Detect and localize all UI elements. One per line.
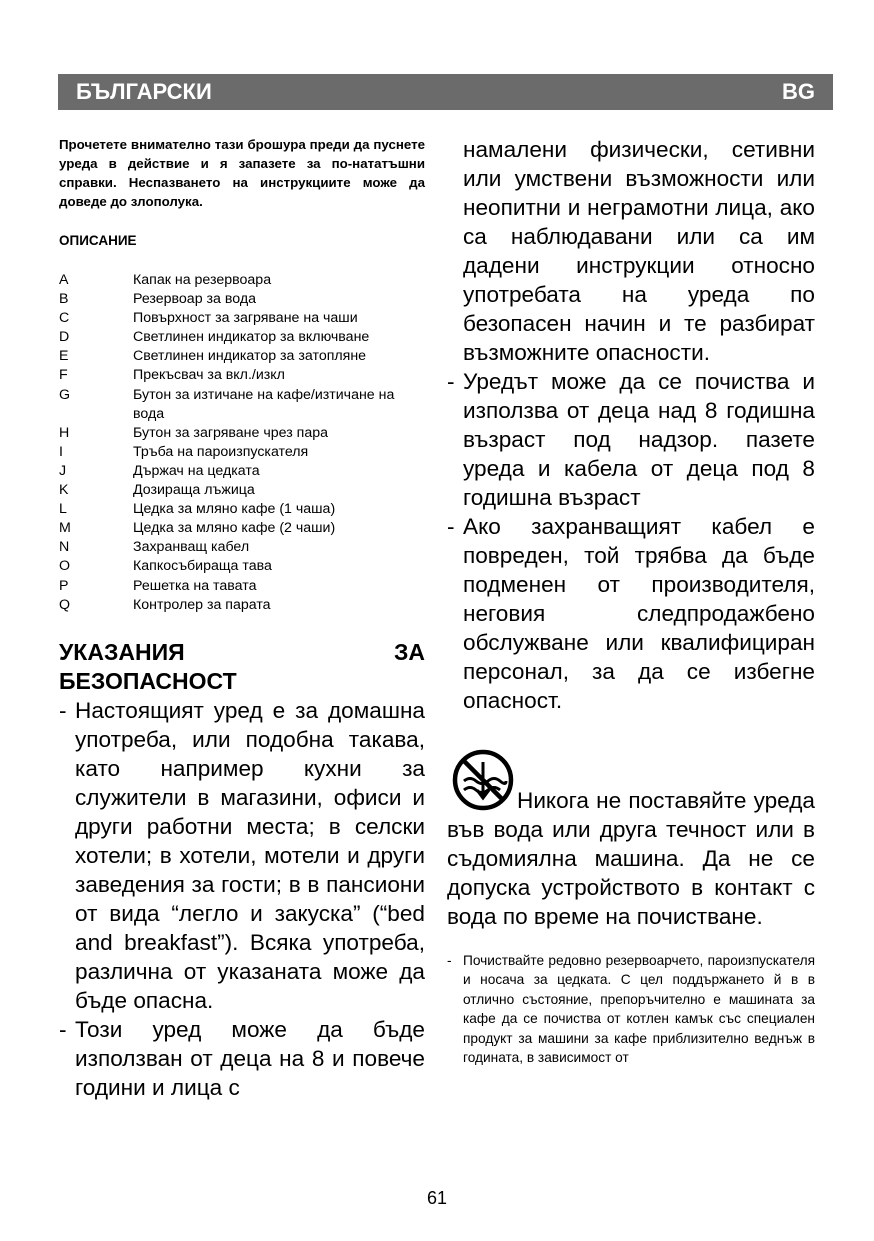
part-label: Тръба на пароизпускателя — [133, 443, 309, 460]
part-item — [59, 557, 425, 576]
part-item — [59, 519, 425, 538]
bullet-dash: - — [59, 697, 67, 723]
part-letter: J — [59, 462, 67, 479]
part-label: Цедка за мляно кафе (1 чаша) — [133, 501, 336, 518]
continuation-text: намалени физически, сетивни или умствени възможности или неопитни и неграмотни лица, ако са наблюдавани или са им дадени инструкции относно употребата на уреда по безопасен начин и те разбират възможните опасности. — [463, 137, 815, 365]
bullet-dash: - — [447, 953, 452, 968]
part-letter: C — [59, 310, 70, 327]
part-label: Захранващ кабел — [133, 539, 250, 556]
part-letter: P — [59, 577, 69, 594]
safety-bullet — [447, 367, 815, 512]
part-label: Бутон за изтичане на кафе/изтичане на вода — [133, 386, 395, 422]
part-letter: D — [59, 329, 70, 346]
part-item — [59, 538, 425, 557]
part-item — [59, 386, 425, 424]
part-letter: E — [59, 348, 69, 365]
part-letter: B — [59, 291, 69, 308]
part-label: Светлинен индикатор за затопляне — [133, 348, 367, 365]
warning-block — [447, 748, 815, 931]
part-label: Решетка на тавата — [133, 577, 257, 594]
part-letter: G — [59, 386, 71, 403]
safety-title-word2: ЗА — [393, 638, 425, 665]
safety-title-word3: БЕЗОПАСНОСТ — [59, 667, 237, 694]
safety-bullet-text: Ако захранващият кабел е повреден, той трябва да бъде подменен от производителя, неговия следпродажбено обслужване или квалифициран персонал, за да се избегне опасност. — [463, 514, 815, 713]
part-label: Прекъсвач за вкл./изкл — [133, 367, 285, 384]
part-item — [59, 290, 425, 309]
safety-bullet-text: Този уред може да бъде използван от деца на 8 и повече години и лица с — [75, 1016, 425, 1100]
safety-bullet — [59, 1015, 425, 1102]
part-letter: K — [59, 482, 69, 499]
part-label: Капкосъбираща тава — [133, 558, 272, 575]
part-item — [59, 328, 425, 347]
language-header — [58, 74, 833, 110]
language-title: БЪЛГАРСКИ — [76, 79, 212, 104]
part-item — [59, 366, 425, 385]
description-title: ОПИСАНИЕ — [59, 233, 137, 248]
intro-text: Прочетете внимателно тази брошура преди да пуснете уреда в действие и я запазете за по-нататъшни справки. Неспазването на инструкциите може да доведе до злополука. — [59, 137, 425, 209]
part-label: Дозираща лъжица — [133, 482, 255, 499]
part-item — [59, 462, 425, 481]
part-label: Цедка за мляно кафе (2 чаши) — [133, 520, 336, 537]
part-letter: O — [59, 558, 71, 575]
safety-bullet-text: Уредът може да се почиства и използва от деца над 8 годишна възраст под надзор. пазете уреда и кабела от деца под 8 годишна възраст — [463, 369, 815, 510]
part-letter: M — [59, 520, 71, 537]
part-label: Държач на цедката — [133, 462, 260, 479]
part-label: Резервоар за вода — [133, 291, 256, 308]
cleaning-text: Почиствайте редовно резервоарчето, пароизпускателя и носача за цедката. С цел поддържането й в в отлично състояние, препоръчително е машината за кафе да се почиства от котлен камък със специален продукт за машини за кафе приблизително веднъж в годината, в зависимост от — [463, 953, 815, 1066]
part-letter: N — [59, 539, 70, 556]
part-letter: L — [59, 501, 67, 518]
part-label: Повърхност за загряване на чаши — [133, 310, 358, 327]
bullet-dash: - — [447, 514, 455, 539]
part-letter: H — [59, 424, 70, 441]
part-item — [59, 347, 425, 366]
safety-bullet-text: Настоящият уред е за домашна употреба, или подобна такава, като например кухни за служители в магазини, офиси и други работни места; в селски хотели; в хотели, мотели и други заведения за гости; в в пансиони от вида “легло и закуска” (“bed and breakfast”). Всяка употреба, различна от указаната може да бъде опасна. — [75, 697, 425, 1013]
safety-title-word1: УКАЗАНИЯ — [59, 638, 185, 665]
part-item — [59, 443, 425, 462]
safety-bullet — [59, 696, 425, 1015]
language-code: BG — [782, 79, 815, 104]
no-immersion-icon — [451, 748, 515, 812]
part-item — [59, 481, 425, 500]
safety-bullet — [447, 512, 815, 715]
part-letter: A — [59, 272, 69, 288]
safety-title — [59, 638, 425, 696]
part-item — [59, 309, 425, 328]
part-letter: Q — [59, 596, 71, 613]
part-label: Светлинен индикатор за включване — [133, 329, 370, 346]
cleaning-note — [447, 951, 815, 1067]
left-column — [59, 135, 425, 1102]
part-item — [59, 596, 425, 615]
page-number: 61 — [426, 1188, 448, 1208]
part-item — [59, 271, 425, 290]
part-letter: I — [59, 443, 63, 460]
parts-list — [59, 271, 425, 615]
part-letter: F — [59, 367, 68, 384]
part-label: Бутон за загряване чрез пара — [133, 424, 329, 441]
right-column — [447, 135, 815, 1067]
part-item — [59, 424, 425, 443]
part-item — [59, 500, 425, 519]
warning-text: Никога не поставяйте уреда във вода или друга течност или в съдомиялна машина. Да не се допуска устройството в контакт с вода по време на почистване. — [447, 788, 815, 929]
part-item — [59, 577, 425, 596]
bullet-dash: - — [447, 369, 455, 394]
bullet-dash: - — [59, 1016, 67, 1042]
part-label: Контролер за парата — [133, 596, 271, 613]
part-label: Капак на резервоара — [133, 272, 272, 288]
